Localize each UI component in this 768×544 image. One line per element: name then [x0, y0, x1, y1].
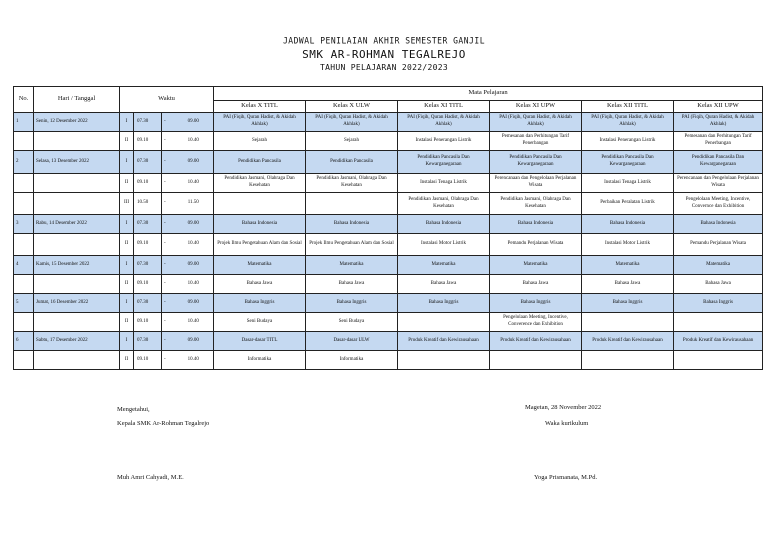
subject-cell: PAI (Fiqih, Quran Hadist, & Akidah Akhlak)	[674, 113, 763, 132]
row-start-time: 07.30	[134, 151, 162, 174]
subject-cell: Bahasa Inggris	[398, 294, 490, 313]
row-day-date: Selasa, 13 Desember 2022	[34, 151, 120, 174]
subject-cell: Projek Ilmu Pengetahuan Alam dan Sosial	[306, 234, 398, 256]
subject-cell: Bahasa Indonesia	[582, 215, 674, 234]
subject-cell: Perbaikan Peralatan Listrik	[582, 193, 674, 215]
row-day-date: Rabu, 14 Desember 2022	[34, 215, 120, 234]
row-session: II	[120, 174, 134, 193]
row-number: 3	[14, 215, 34, 234]
subject-cell: Dasar-dasar TITL	[214, 332, 306, 351]
subject-cell: Instalasi Motor Listrik	[398, 234, 490, 256]
subject-cell: Pendidikan Pancasila	[306, 151, 398, 174]
subject-cell: Pendidikan Jasmani, Olahraga Dan Kesehatan	[214, 174, 306, 193]
row-time-dash: -	[162, 234, 174, 256]
subject-cell: Bahasa Jawa	[674, 275, 763, 294]
subject-cell: Instalasi Tenaga Listrik	[582, 174, 674, 193]
row-time-dash: -	[162, 132, 174, 151]
subject-cell: Bahasa Jawa	[306, 275, 398, 294]
row-end-time: 09.00	[174, 332, 214, 351]
table-row	[14, 132, 763, 151]
school-name: SMK AR-ROHMAN TEGALREJO	[302, 48, 466, 61]
subject-cell: Sejarah	[214, 132, 306, 151]
subject-cell: Bahasa Jawa	[490, 275, 582, 294]
table-row	[14, 234, 763, 256]
subject-cell: Seni Budaya	[306, 313, 398, 332]
subject-cell: Matematika	[306, 256, 398, 275]
subject-cell	[674, 351, 763, 370]
subject-cell: Bahasa Inggris	[214, 294, 306, 313]
table-row	[14, 351, 763, 370]
table-row	[14, 215, 763, 234]
row-day-date: Senin, 12 Desember 2022	[34, 113, 120, 132]
subject-cell: Informatika	[306, 351, 398, 370]
row-session: II	[120, 132, 134, 151]
vice-principal-name: Yoga Prismanata, M.Pd.	[534, 474, 598, 481]
row-end-time: 10.40	[174, 351, 214, 370]
subject-cell: PAI (Fiqih, Quran Hadist, & Akidah Akhlak)	[582, 113, 674, 132]
subject-cell	[490, 351, 582, 370]
row-number: 2	[14, 151, 34, 174]
subject-cell	[674, 313, 763, 332]
subject-cell: Matematika	[490, 256, 582, 275]
subject-cell: PAI (Fiqih, Quran Hadist, & Akidah Akhlak)	[306, 113, 398, 132]
table-row	[14, 174, 763, 193]
place-date: Magetan, 28 November 2022	[525, 404, 602, 411]
table-row	[14, 193, 763, 215]
table-row	[14, 294, 763, 313]
subject-cell: Bahasa Indonesia	[674, 215, 763, 234]
row-start-time: 07.30	[134, 332, 162, 351]
row-number	[14, 313, 34, 332]
subject-cell: Bahasa Jawa	[214, 275, 306, 294]
row-number	[14, 132, 34, 151]
row-start-time: 09.10	[134, 313, 162, 332]
row-start-time: 07.30	[134, 215, 162, 234]
subject-cell: Pendidikan Pancasila Dan Kewarganegaraan	[674, 151, 763, 174]
row-end-time: 10.40	[174, 313, 214, 332]
schedule-body	[14, 113, 763, 370]
row-end-time: 09.00	[174, 215, 214, 234]
principal-title: Kepala SMK Ar-Rohman Tegalrejo	[117, 420, 210, 427]
row-session: II	[120, 313, 134, 332]
row-start-time: 09.10	[134, 132, 162, 151]
subject-cell: Pemesanan dan Perhitungan Tarif Penerbangan	[490, 132, 582, 151]
subject-cell: Pendidikan Pancasila	[214, 151, 306, 174]
subject-cell: PAI (Fiqih, Quran Hadist, & Akidah Akhlak)	[490, 113, 582, 132]
row-end-time: 09.00	[174, 256, 214, 275]
row-start-time: 07.30	[134, 256, 162, 275]
row-end-time: 10.40	[174, 174, 214, 193]
row-number	[14, 351, 34, 370]
subject-cell: Instalasi Penerangan Listrik	[582, 132, 674, 151]
subject-cell: Produk Kreatif dan Kewirausahaan	[490, 332, 582, 351]
subject-cell	[582, 313, 674, 332]
row-session: I	[120, 256, 134, 275]
row-number: 6	[14, 332, 34, 351]
row-number: 4	[14, 256, 34, 275]
subject-cell	[582, 351, 674, 370]
subject-cell: Pendidikan Jasmani, Olahraga Dan Kesehatan	[490, 193, 582, 215]
row-end-time: 10.40	[174, 132, 214, 151]
row-time-dash: -	[162, 351, 174, 370]
row-start-time: 09.10	[134, 234, 162, 256]
col-header-day: Hari / Tanggal	[34, 87, 120, 113]
row-time-dash: -	[162, 313, 174, 332]
vice-principal-title: Waka kurikulum	[545, 420, 589, 427]
subject-cell: Sejarah	[306, 132, 398, 151]
row-time-dash: -	[162, 332, 174, 351]
row-session: II	[120, 275, 134, 294]
subject-cell: Dasar-dasar ULW	[306, 332, 398, 351]
subject-cell: Pemesanan dan Perhitungan Tarif Penerbangan	[674, 132, 763, 151]
row-end-time: 11.50	[174, 193, 214, 215]
subject-cell: Bahasa Indonesia	[398, 215, 490, 234]
row-start-time: 07.30	[134, 113, 162, 132]
table-row	[14, 313, 763, 332]
row-end-time: 09.00	[174, 113, 214, 132]
subject-cell: Pengelolaan Meeting, Incentive, Converence dan Exhibition	[490, 313, 582, 332]
row-end-time: 09.00	[174, 294, 214, 313]
row-day-date	[34, 174, 120, 193]
row-start-time: 10.50	[134, 193, 162, 215]
subject-cell: Produk Kreatif dan Kewirausahaan	[398, 332, 490, 351]
row-session: I	[120, 215, 134, 234]
table-row	[14, 113, 763, 132]
row-time-dash: -	[162, 256, 174, 275]
subject-cell: Instalasi Motor Listrik	[582, 234, 674, 256]
subject-cell: Instalasi Penerangan Listrik	[398, 132, 490, 151]
academic-year: TAHUN PELAJARAN 2022/2023	[320, 63, 448, 72]
row-time-dash: -	[162, 275, 174, 294]
row-session: II	[120, 234, 134, 256]
table-row	[14, 332, 763, 351]
subject-cell: Bahasa Inggris	[306, 294, 398, 313]
col-header-class: Kelas XII TITL	[582, 101, 674, 113]
subject-cell: Pemandu Perjalanan Wisata	[490, 234, 582, 256]
subject-cell	[306, 193, 398, 215]
row-time-dash: -	[162, 151, 174, 174]
row-number: 5	[14, 294, 34, 313]
col-header-time: Waktu	[120, 87, 214, 113]
row-start-time: 07.30	[134, 294, 162, 313]
subject-cell: Projek Ilmu Pengetahuan Alam dan Sosial	[214, 234, 306, 256]
subject-cell: Pendidikan Jasmani, Olahraga Dan Kesehatan	[398, 193, 490, 215]
subject-cell: Bahasa Inggris	[490, 294, 582, 313]
schedule-title: JADWAL PENILAIAN AKHIR SEMESTER GANJIL	[282, 35, 486, 46]
col-header-class: Kelas X TITL	[214, 101, 306, 113]
subject-cell: Pendidikan Pancasila Dan Kewarganegaraan	[398, 151, 490, 174]
subject-cell: Bahasa Indonesia	[214, 215, 306, 234]
subject-cell: Pendidikan Pancasila Dan Kewarganegaraan	[490, 151, 582, 174]
row-number	[14, 275, 34, 294]
col-header-class: Kelas XI TITL	[398, 101, 490, 113]
row-day-date	[34, 132, 120, 151]
subject-cell	[398, 313, 490, 332]
row-day-date	[34, 351, 120, 370]
row-day-date	[34, 234, 120, 256]
subject-cell: Matematika	[674, 256, 763, 275]
subject-cell: Bahasa Inggris	[582, 294, 674, 313]
row-number	[14, 174, 34, 193]
table-row	[14, 275, 763, 294]
subject-cell: Pengelolaan Meeting, Incentive, Convernce dan Exhibition	[674, 193, 763, 215]
row-end-time: 10.40	[174, 234, 214, 256]
subject-cell: Matematika	[398, 256, 490, 275]
subject-cell: Matematika	[214, 256, 306, 275]
row-day-date: Sabtu, 17 Desember 2022	[34, 332, 120, 351]
row-day-date: Kamis, 15 Desember 2022	[34, 256, 120, 275]
row-session: III	[120, 193, 134, 215]
document-header	[0, 36, 768, 72]
row-session: I	[120, 113, 134, 132]
row-time-dash: -	[162, 113, 174, 132]
subject-cell: Informatika	[214, 351, 306, 370]
subject-cell: Perencanaan dan Pengelolaan Perjalanan Wisata	[674, 174, 763, 193]
row-day-date	[34, 193, 120, 215]
col-header-no: No.	[14, 87, 34, 113]
row-session: I	[120, 294, 134, 313]
subject-cell: Bahasa Indonesia	[490, 215, 582, 234]
row-time-dash: -	[162, 193, 174, 215]
acknowledged-label: Mengetahui,	[117, 406, 150, 413]
col-header-class: Kelas XI UPW	[490, 101, 582, 113]
col-header-subjects: Mata Pelajaran	[214, 87, 763, 101]
row-start-time: 09.10	[134, 351, 162, 370]
subject-cell: Produk Kreatif dan Kewirausahaan	[674, 332, 763, 351]
row-day-date	[34, 275, 120, 294]
table-row	[14, 151, 763, 174]
row-number	[14, 193, 34, 215]
row-start-time: 09.10	[134, 174, 162, 193]
exam-schedule-table	[13, 86, 763, 370]
table-row	[14, 256, 763, 275]
row-end-time: 10.40	[174, 275, 214, 294]
row-number: 1	[14, 113, 34, 132]
col-header-class: Kelas X ULW	[306, 101, 398, 113]
subject-cell: Matematika	[582, 256, 674, 275]
row-time-dash: -	[162, 294, 174, 313]
subject-cell: Pemandu Perjalanan Wisata	[674, 234, 763, 256]
row-start-time: 09.10	[134, 275, 162, 294]
row-end-time: 09.00	[174, 151, 214, 174]
subject-cell: Bahasa Indonesia	[306, 215, 398, 234]
row-time-dash: -	[162, 174, 174, 193]
subject-cell: Pendidikan Pancasila Dan Kewarganegaraan	[582, 151, 674, 174]
subject-cell: PAI (Fiqih, Quran Hadist, & Akidah Akhlak)	[398, 113, 490, 132]
row-number	[14, 234, 34, 256]
subject-cell: PAI (Fiqih, Quran Hadist, & Akidah Akhlak)	[214, 113, 306, 132]
row-day-date: Jumat, 16 Desember 2022	[34, 294, 120, 313]
col-header-class: Kelas XII UPW	[674, 101, 763, 113]
subject-cell: Bahasa Inggris	[674, 294, 763, 313]
row-day-date	[34, 313, 120, 332]
subject-cell: Bahasa Jawa	[398, 275, 490, 294]
subject-cell: Perencanaan dan Pengelolaan Perjalanan Wisata	[490, 174, 582, 193]
subject-cell	[214, 193, 306, 215]
row-time-dash: -	[162, 215, 174, 234]
subject-cell: Seni Budaya	[214, 313, 306, 332]
principal-name: Muh Amri Cahyadi, M.E.	[117, 474, 184, 481]
row-session: I	[120, 332, 134, 351]
subject-cell: Produk Kreatif dan Kewirausahaan	[582, 332, 674, 351]
subject-cell	[398, 351, 490, 370]
row-session: II	[120, 351, 134, 370]
subject-cell: Pendidikan Jasmani, Olahraga Dan Kesehatan	[306, 174, 398, 193]
subject-cell: Instalasi Tenaga Listrik	[398, 174, 490, 193]
row-session: I	[120, 151, 134, 174]
subject-cell: Bahasa Jawa	[582, 275, 674, 294]
